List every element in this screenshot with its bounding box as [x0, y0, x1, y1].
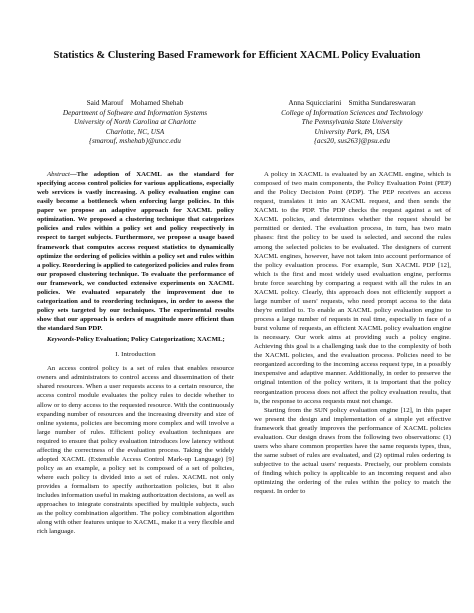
section-heading-introduction: I. Introduction — [115, 351, 156, 359]
author-location: Charlotte, NC, USA — [105, 126, 165, 136]
abstract-text: —The adoption of XACML as the standard for specifying access control policies for various applications, especially web services is vastly increasing. A policy evaluation engine can easily become a bottleneck when enforcing large policies. In this paper we propose an adaptive approach for XACML policy optimization. We proposed a clustering technique that categorizes policies and rules within a policy set and policy respectively in respect to target subjects. Furthermore, we propose a usage based framework that computes access request statistics to dynamically optimize the ordering of policies within a policy set and rules within a policy. Reordering is applied to categorized policies and rules from our proposed clustering technique. To evaluate the performance of our framework, we conducted extensive experiments on XACML policies. We evaluated separately the improvement due to categorization and to reordering techniques, in order to assess the policy sets targeted by our techniques. The experimental results show that our approach is orders of magnitude more efficient than the standard Sun PDP. — [37, 171, 234, 333]
author-block-left — [37, 98, 233, 146]
paper-title: Statistics & Clustering Based Framework for Efficient XACML Policy Evaluation — [53, 50, 421, 61]
left-column — [37, 170, 234, 536]
intro-paragraph: Starting from the SUN policy evaluation engine [12], in this paper we present the design and implementation of a simple yet effective framework that greatly improves the performance of XACML policies evaluation. Our design draws from the following two observations: (1) users who share common properties have the same requests types, thus, the same subset of rules are evaluated, and (2) optimal rules ordering is subjective to the actual users' requests. Precisely, our problem consists of finding which policy is applicable to an incoming request and also optimizing the ordering of the rules within the policy to match the request. In order to — [254, 406, 451, 496]
intro-paragraph: An access control policy is a set of rules that enables resource owners and administrators to control access and dissemination of their shared resources. When a user requests access to a certain resource, the access control module evaluates the policy rules to decide whether to allow or to deny access to the requested resource. With the continuously expanding number of resources and the increasing diversity and size of online systems, policies are becoming more complex and will involve a large number of rules. Efficient policy evaluation techniques are required to ensure that policy evaluation introduces low latency without affecting the correctness of the evaluation process. Taking the widely adopted XACML (Extensible Access Control Mark-up Language) [9] policy as an example, a policy set is composed of a set of policies, where each policy is divided into a set of rules. XACML not only provides a formalism to specify authorization policies, but it also includes information useful in making authorization decisions, as well as approaches to integrate constraints specified by multiple subjects, such as the policy combination algorithm. The policy combination algorithm along with other features unique to XACML, make it a very flexible and rich language. — [37, 365, 234, 536]
keywords — [37, 335, 234, 344]
author-names: Said Marouf Mohamed Shehab — [86, 98, 184, 107]
right-column — [254, 170, 451, 496]
author-block-right — [254, 98, 450, 146]
author-names: Anna Squicciarini Smitha Sundareswaran — [288, 98, 416, 107]
abstract-label: Abstract — [47, 171, 70, 178]
keywords-text: -Policy Evaluation; Policy Categorization; XACML; — [74, 336, 225, 344]
keywords-label: Keywords — [47, 336, 74, 344]
author-email: {acs20, sus263}@psu.edu — [314, 136, 390, 146]
author-university: The Pennsylvania State University — [301, 117, 403, 127]
author-department: Department of Software and Information Systems — [62, 107, 208, 117]
author-university: University of North Carolina at Charlotte — [74, 117, 196, 127]
abstract — [37, 170, 234, 333]
author-department: College of Information Sciences and Technology — [281, 107, 423, 117]
author-location: University Park, PA, USA — [314, 126, 390, 136]
intro-paragraph: A policy in XACML is evaluated by an XACML engine, which is composed of two main components, the Policy Evaluation Point (PEP) and the Policy Decision Point (PDP). The PEP receives an access request, translates it into an XACML request, and then sends the XACML to the PDP. The PDP checks the request against a set of XACML policies, and determines whether the request should be permitted or denied. The evaluation process, in turn, has two main phases: first the policy to be used is selected, and second the rules among the selected policies to be evaluated. The designers of current XACML engines, however, have not taken into account performance of the policy evaluation process. For example, Sun XACML PDP [12], which is the first and most widely used evaluation engine, performs brute force searching by comparing a request with all the rules in an XACML policy. Clearly, this approach does not efficiently support a large number of users' requests, who need prompt access to the data they're entitled to. To enable an XACML policy evaluation engine to process a large number of requests in real time, especially in face of a burst volume of requests, an efficient XACML policy evaluation engine is necessary. Our work aims at providing such a policy engine. Achieving this goal is a challenging task due to the complexity of both the XACML policies, and the evaluation process. Policies need to be reorganized according to the incoming access request type, in a possibly inexpensive and adaptive manner. Additionally, in order to preserve the original intention of the policy writers, it is important that the policy reorganization process does not affect the policy evaluation results, that is, the response to access requests must not change. — [254, 171, 451, 405]
author-email: {smarouf, mshehab}@uncc.edu — [89, 136, 181, 146]
